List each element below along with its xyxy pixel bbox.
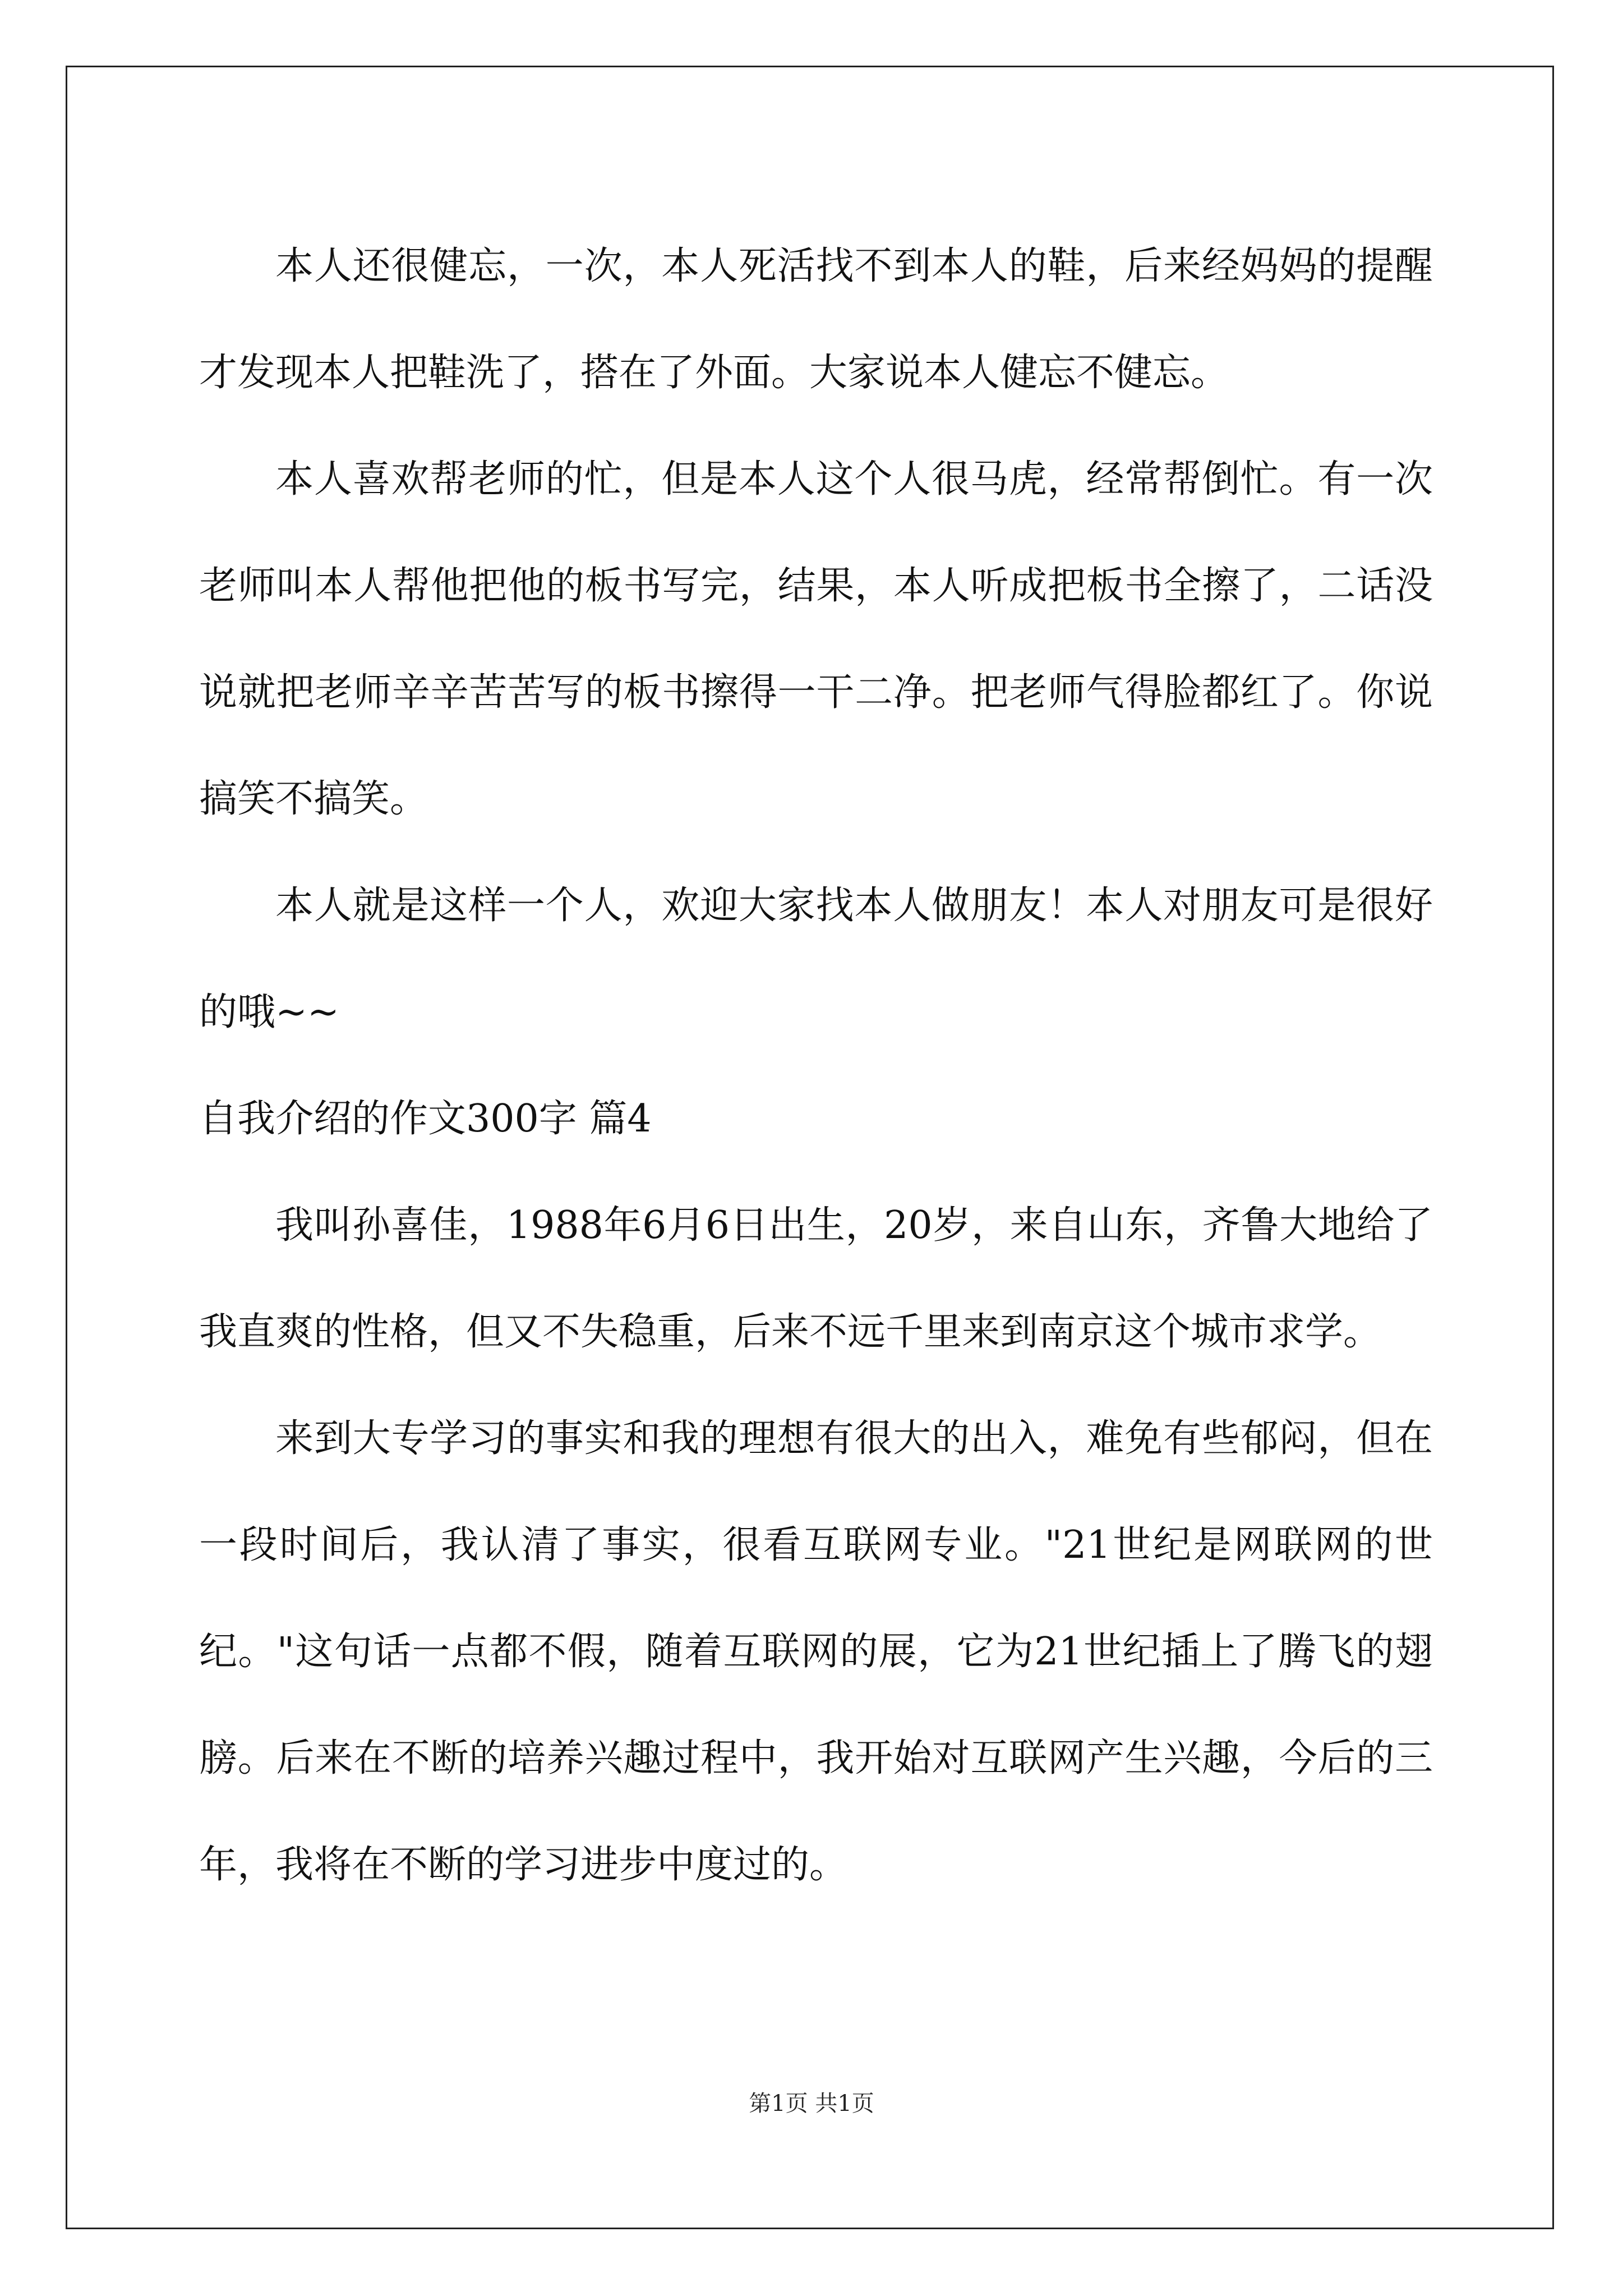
- paragraph: 本人还很健忘，一次，本人死活找不到本人的鞋，后来经妈妈的提醒才发现本人把鞋洗了，搭在了外面。大家说本人健忘不健忘。: [199, 244, 1433, 395]
- paragraph: 本人喜欢帮老师的忙，但是本人这个人很马虎，经常帮倒忙。有一次老师叫本人帮他把他的板书写完，结果，本人听成把板书全擦了，二话没说就把老师辛辛苦苦写的板书擦得一干二净。把老师气得脸都红了。你说搞笑不搞笑。: [199, 457, 1433, 821]
- page-number-footer: 第1页 共1页: [749, 2091, 874, 2116]
- paragraph: 我叫孙喜佳，1988年6月6日出生，20岁，来自山东，齐鲁大地给了我直爽的性格，但又不失稳重，后来不远千里来到南京这个城市求学。: [199, 1203, 1433, 1354]
- paragraph: 来到大专学习的事实和我的理想有很大的出入，难免有些郁闷，但在一段时间后，我认清了事实，很看互联网专业。"21世纪是网联网的世纪。"这句话一点都不假，随着互联网的展，它为21世纪插上了腾飞的翅膀。后来在不断的培养兴趣过程中，我开始对互联网产生兴趣，今后的三年，我将在不断的学习进步中度过的。: [199, 1416, 1433, 1887]
- document-body: [199, 213, 1433, 1918]
- section-heading: 自我介绍的作文300字 篇4: [199, 1097, 652, 1141]
- paragraph: 本人就是这样一个人，欢迎大家找本人做朋友！本人对朋友可是很好的哦~~: [199, 884, 1433, 1034]
